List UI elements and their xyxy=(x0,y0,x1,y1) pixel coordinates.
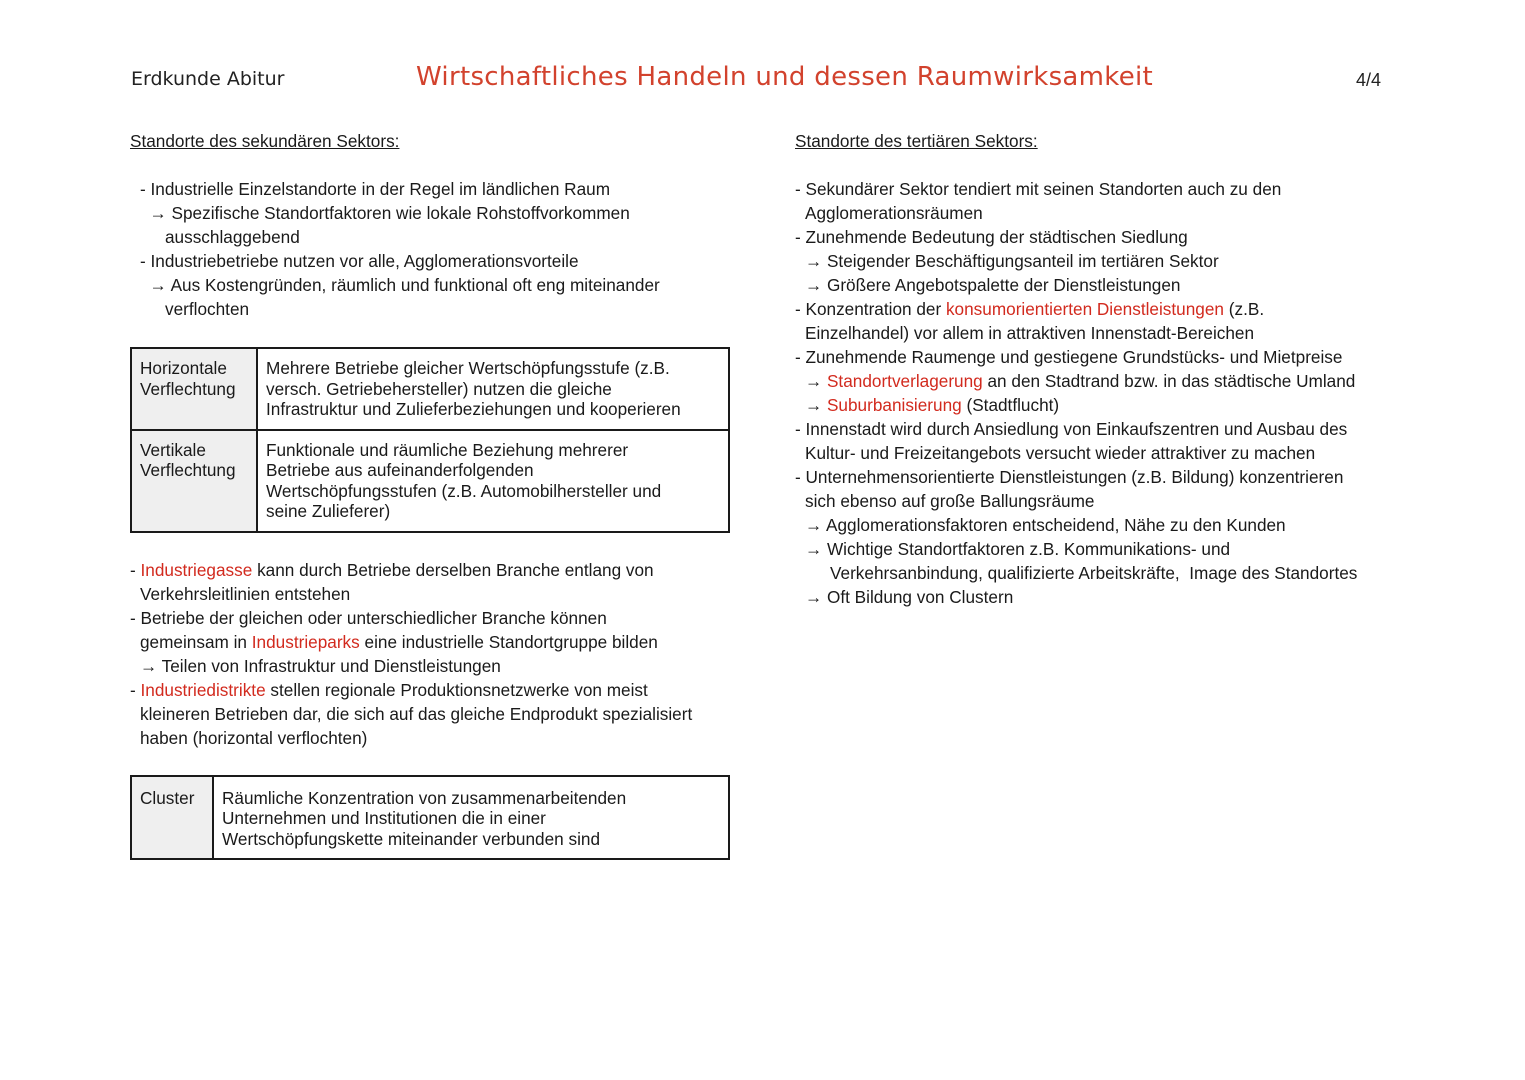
definition-text: Räumliche Konzentration von zusammenarbeitenden xyxy=(222,787,627,808)
text-fragment: Verkehrsanbindung, qualifizierte Arbeitskräfte, Image des Standortes xyxy=(830,563,1358,583)
definition-text: Betriebe aus aufeinanderfolgenden xyxy=(266,460,534,480)
text-line xyxy=(130,702,730,726)
definition-text: Funktionale und räumliche Beziehung mehrerer xyxy=(266,439,629,460)
highlighted-term: Industriegasse xyxy=(140,559,253,580)
text-line xyxy=(795,513,1405,537)
text-fragment: → Teilen von Infrastruktur und Dienstleistungen xyxy=(140,655,501,676)
text-line xyxy=(795,561,1405,585)
text-fragment: → Steigender Beschäftigungsanteil im tertiären Sektor xyxy=(805,251,1219,271)
text-line xyxy=(130,654,730,678)
text-fragment: stellen regionale Produktionsnetzwerke von meist xyxy=(265,679,648,700)
text-line xyxy=(795,225,1405,249)
text-line xyxy=(130,273,730,297)
tertiary-list xyxy=(795,177,1405,609)
definition-cell xyxy=(257,348,729,430)
page-number: 4/4 xyxy=(1356,70,1382,90)
table-row xyxy=(131,776,729,860)
text-fragment: - xyxy=(130,559,141,580)
text-fragment: an den Stadtrand bzw. in das städtische Umland xyxy=(982,371,1356,391)
subject-label: Erdkunde Abitur xyxy=(131,68,285,90)
table-row xyxy=(131,348,729,430)
text-fragment: → Größere Angebotspalette der Dienstleistungen xyxy=(805,275,1181,295)
cluster-table xyxy=(130,775,730,861)
text-line xyxy=(130,249,730,273)
highlighted-term: Standortverlagerung xyxy=(826,371,983,391)
term-text: Vertikale xyxy=(140,439,206,460)
text-fragment: kleineren Betrieben dar, die sich auf das gleiche Endprodukt spezialisiert xyxy=(140,703,693,724)
text-line xyxy=(795,537,1405,561)
text-fragment: - Sekundärer Sektor tendiert mit seinen Standorten auch zu den xyxy=(795,179,1282,199)
text-fragment: → Agglomerationsfaktoren entscheidend, Nähe zu den Kunden xyxy=(805,515,1286,535)
text-fragment: - Industrielle Einzelstandorte in der Regel im ländlichen Raum xyxy=(140,179,611,199)
text-line xyxy=(795,465,1405,489)
text-fragment: - xyxy=(130,679,141,700)
page-title: Wirtschaftliches Handeln und dessen Raumwirksamkeit xyxy=(416,62,1154,92)
text-fragment: eine industrielle Standortgruppe bilden xyxy=(359,631,658,652)
text-fragment: gemeinsam in xyxy=(140,631,252,652)
definition-text: Wertschöpfungskette miteinander verbunden sind xyxy=(222,828,601,849)
section-heading-tertiary: Standorte des tertiären Sektors: xyxy=(795,131,1038,151)
text-fragment: → xyxy=(805,395,827,415)
text-line xyxy=(795,369,1405,393)
text-line xyxy=(795,345,1405,369)
text-line xyxy=(795,417,1405,441)
secondary-intro-list xyxy=(130,177,730,321)
term-text: Horizontale xyxy=(140,358,227,378)
verflechtung-table xyxy=(130,347,730,533)
definition-text: Infrastruktur und Zulieferbeziehungen und kooperieren xyxy=(266,399,681,419)
definition-text: Mehrere Betriebe gleicher Wertschöpfungsstufe (z.B. xyxy=(266,358,670,378)
term-text: Cluster xyxy=(140,787,195,808)
term-cell xyxy=(131,430,257,532)
text-line xyxy=(130,630,730,654)
term-text: Verflechtung xyxy=(140,460,236,480)
text-fragment: → Wichtige Standortfaktoren z.B. Kommunikations- und xyxy=(805,539,1231,559)
text-fragment: (Stadtflucht) xyxy=(961,395,1060,415)
table-row xyxy=(131,430,729,532)
definition-text: seine Zulieferer) xyxy=(266,501,391,521)
text-line xyxy=(795,393,1405,417)
text-fragment: sich ebenso auf große Ballungsräume xyxy=(805,491,1095,511)
text-fragment: → Spezifische Standortfaktoren wie lokale Rohstoffvorkommen xyxy=(140,203,630,223)
text-fragment: → Aus Kostengründen, räumlich und funktional oft eng miteinander xyxy=(140,275,660,295)
highlighted-term: Industrieparks xyxy=(251,631,360,652)
text-line xyxy=(130,582,730,606)
text-fragment: Einzelhandel) vor allem in attraktiven Innenstadt-Bereichen xyxy=(805,323,1255,343)
text-fragment: - Unternehmensorientierte Dienstleistungen (z.B. Bildung) konzentrieren xyxy=(795,467,1344,487)
text-fragment: kann durch Betriebe derselben Branche entlang von xyxy=(252,559,654,580)
highlighted-term: Suburbanisierung xyxy=(826,395,962,415)
text-line xyxy=(795,441,1405,465)
definition-text: versch. Getriebehersteller) nutzen die gleiche xyxy=(266,378,612,399)
text-line xyxy=(130,297,730,321)
left-column xyxy=(130,129,730,860)
text-fragment: Kultur- und Freizeitangebots versucht wieder attraktiver zu machen xyxy=(805,443,1316,463)
text-line xyxy=(130,201,730,225)
text-line xyxy=(795,297,1405,321)
definition-cell xyxy=(257,430,729,532)
text-line xyxy=(130,177,730,201)
definition-cell xyxy=(213,776,729,860)
text-line xyxy=(795,201,1405,225)
text-fragment: - Zunehmende Raumenge und gestiegene Grundstücks- und Mietpreise xyxy=(795,347,1343,367)
text-fragment: haben (horizontal verflochten) xyxy=(140,727,368,748)
text-line xyxy=(795,489,1405,513)
text-fragment: - Konzentration der xyxy=(795,299,946,319)
text-fragment: Agglomerationsräumen xyxy=(805,203,983,223)
text-line xyxy=(795,249,1405,273)
text-line xyxy=(130,678,730,702)
section-heading-secondary: Standorte des sekundären Sektors: xyxy=(130,131,400,151)
secondary-middle-list xyxy=(130,558,730,750)
text-line xyxy=(130,726,730,750)
highlighted-term: konsumorientierten Dienstleistungen xyxy=(945,299,1224,319)
highlighted-term: Industriedistrikte xyxy=(140,679,266,700)
definition-text: Wertschöpfungsstufen (z.B. Automobilhersteller und xyxy=(266,480,662,501)
text-fragment: → xyxy=(805,371,827,391)
text-fragment: - Zunehmende Bedeutung der städtischen Siedlung xyxy=(795,227,1188,247)
text-line xyxy=(795,321,1405,345)
text-fragment: - Industriebetriebe nutzen vor alle, Agglomerationsvorteile xyxy=(140,251,579,271)
term-text: Verflechtung xyxy=(140,378,236,399)
text-line xyxy=(130,606,730,630)
text-fragment: - Innenstadt wird durch Ansiedlung von Einkaufszentren und Ausbau des xyxy=(795,419,1348,439)
text-fragment: (z.B. xyxy=(1223,299,1265,319)
term-cell xyxy=(131,348,257,430)
text-line xyxy=(795,177,1405,201)
text-line xyxy=(130,558,730,582)
text-line xyxy=(795,585,1405,609)
text-fragment: Verkehrsleitlinien entstehen xyxy=(140,583,351,604)
text-fragment: - Betriebe der gleichen oder unterschiedlicher Branche können xyxy=(130,607,607,628)
text-line xyxy=(795,273,1405,297)
text-line xyxy=(130,225,730,249)
term-cell xyxy=(131,776,213,860)
text-fragment: → Oft Bildung von Clustern xyxy=(805,587,1014,607)
text-fragment: ausschlaggebend xyxy=(165,227,300,247)
text-fragment: verflochten xyxy=(165,299,250,319)
right-column xyxy=(795,129,1405,609)
definition-text: Unternehmen und Institutionen die in einer xyxy=(222,808,546,828)
